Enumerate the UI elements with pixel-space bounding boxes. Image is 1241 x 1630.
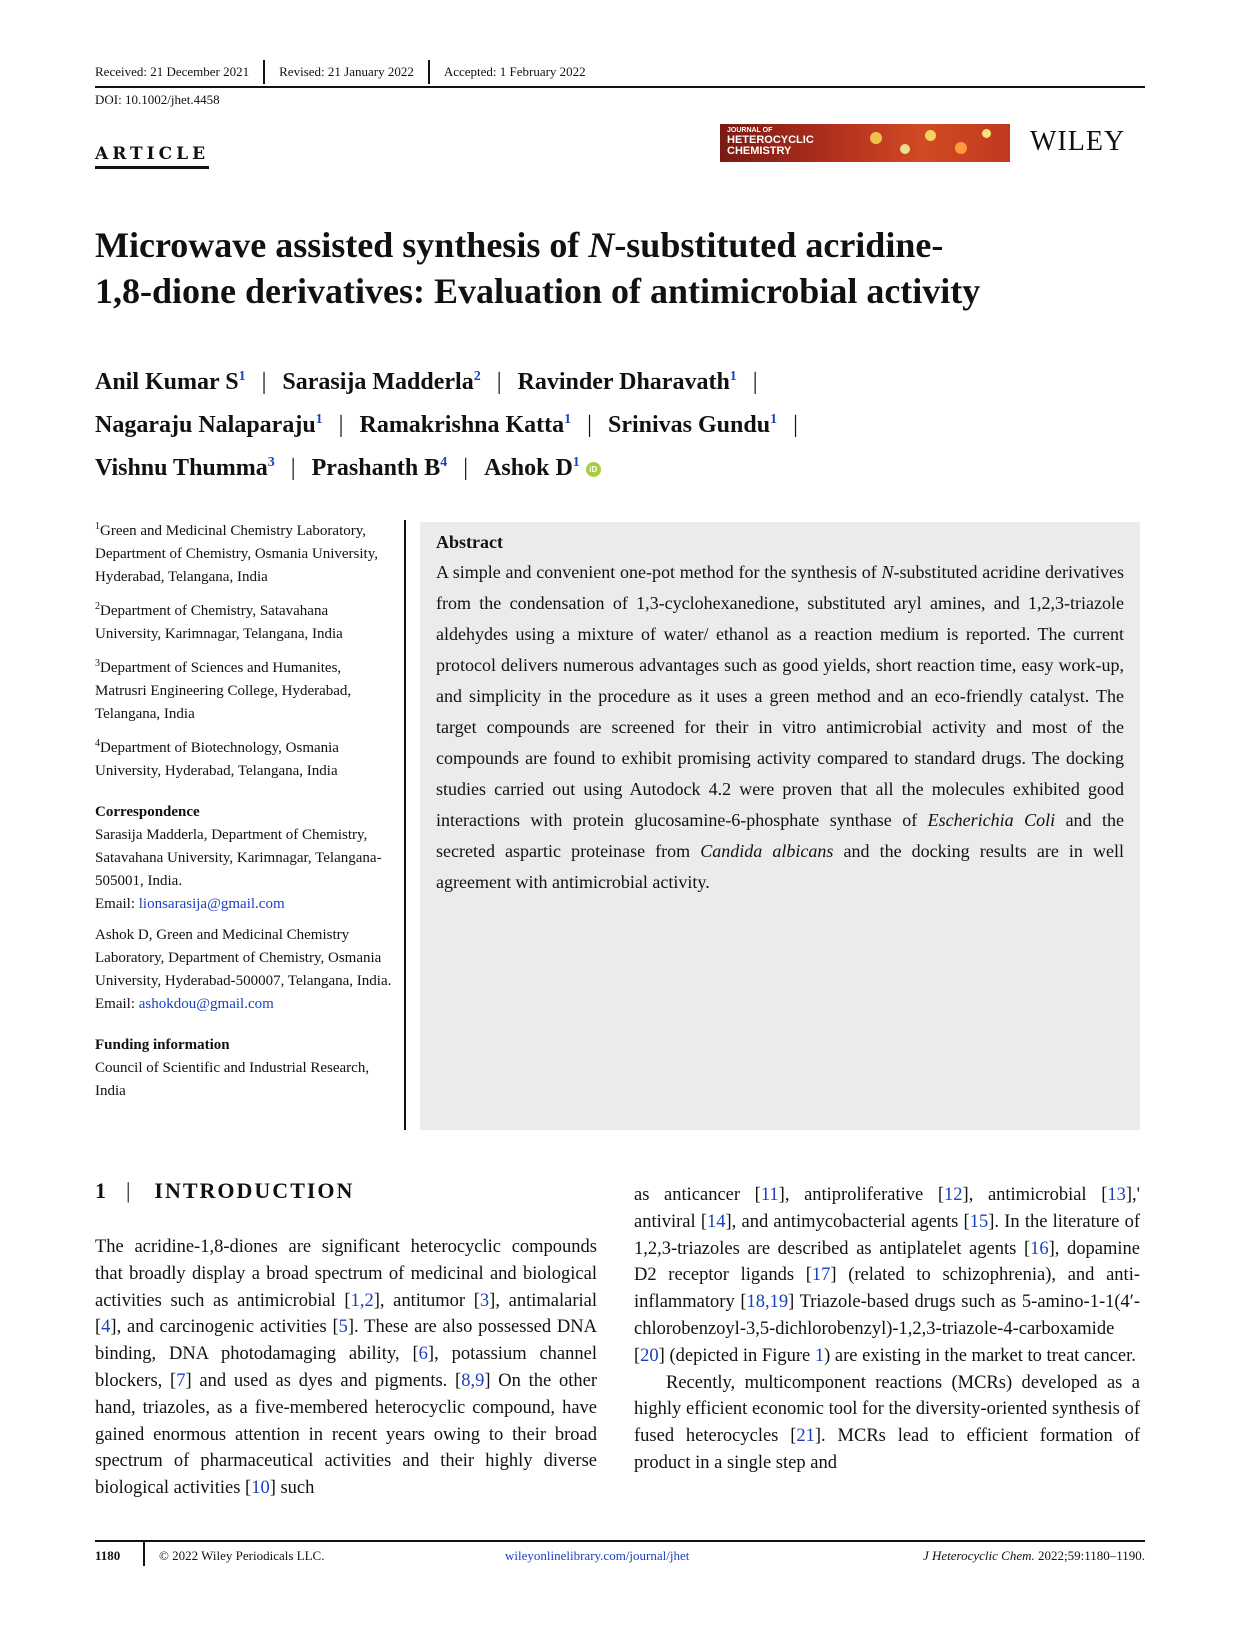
abstract-heading: Abstract (436, 532, 503, 552)
citation-link[interactable]: 8,9 (461, 1370, 485, 1391)
citation-link[interactable]: 1,2 (350, 1290, 374, 1311)
affiliation: $^3$Department of Sciences and Humanites, Matrusri Engineering College, Hyderabad, Telangana, India (95, 658, 352, 722)
citation-link[interactable]: 18,19 (746, 1292, 789, 1313)
molecule-icon (982, 129, 991, 138)
funding-text: Council of Scientific and Industrial Research, India (95, 1060, 370, 1099)
doi[interactable]: DOI: 10.1002/jhet.4458 (95, 92, 220, 107)
abstract-text: A simple and convenient one-pot method for the synthesis of N-substituted acridine derivatives from the condensation of 1,3-cyclohexanedione, substituted aryl amines, and 1,2,3-triazole aldehydes using a mixture of water/ ethanol as a reaction medium is reported. The current protocol delivers numerous advantages such as good yields, short reaction time, easy work-up, and simplicity in the procedure as it uses a green method and an eco-friendly catalyst. The target compounds are screened for their in vitro antimicrobial activity and most of the compounds are found to exhibit promising activity compared to standard drugs. The docking studies carried out using Autodock 4.2 were proven that all the molecules exhibited good interactions with protein glucosamine-6-phosphate synthase of Escherichia Coli and the secreted aspartic proteinase from Candida albicans and the docking results are in well agreement with antimicrobial activity. (436, 562, 1125, 892)
accepted-date: Accepted: 1 February 2022 (443, 64, 586, 79)
citation-link[interactable]: 13 (1107, 1185, 1126, 1205)
received-date: Received: 21 December 2021 (95, 64, 250, 79)
citation-link[interactable]: 3 (479, 1290, 490, 1311)
molecule-icon (900, 144, 910, 154)
affiliation: $^2$Department of Chemistry, Satavahana University, Karimnagar, Telangana, India (95, 601, 343, 642)
page-number: 1180 (95, 1548, 121, 1563)
author[interactable]: Ramakrishna Katta$^1$ (359, 412, 572, 438)
author[interactable]: Ashok $D^1$ (484, 455, 580, 481)
publisher-logo[interactable]: WILEY (1030, 126, 1126, 157)
author[interactable]: Vishnu Thumma$^3$ (95, 455, 275, 481)
citation: J Heterocyclic Chem. 2022;59:1180–1190. (922, 1548, 1145, 1563)
citation-link[interactable]: 10 (251, 1478, 270, 1499)
orcid-icon[interactable]: iD (586, 462, 601, 477)
journal-logo-line: JOURNAL OF (727, 127, 773, 134)
citation-link[interactable]: 15 (969, 1211, 989, 1232)
email-link[interactable]: lionsarasija@gmail.com (138, 896, 285, 912)
column-divider (404, 520, 406, 1130)
journal-logo-line: CHEMISTRY (727, 145, 792, 157)
figure-link[interactable]: 1 (814, 1345, 825, 1366)
citation-link[interactable]: 7 (176, 1370, 186, 1391)
affiliation: $^1$Green and Medicinal Chemistry Laboratory, Department of Chemistry, Osmania University, Hyderabad, Telangana, India (95, 521, 378, 585)
molecule-icon (925, 130, 936, 141)
side-column (95, 515, 395, 1103)
journal-logo[interactable] (720, 124, 1010, 162)
citation-link[interactable]: 5 (338, 1317, 348, 1338)
page-footer (95, 1540, 1145, 1566)
correspondence-entry: Ashok D, Green and Medicinal Chemistry Laboratory, Department of Chemistry, Osmania University, Hyderabad-500007, Telangana, India. Email: ashokdou@gmail.com (95, 927, 392, 1012)
author[interactable]: Ravinder Dharavath$^1$ (517, 369, 737, 395)
citation-link[interactable]: 4 (101, 1317, 111, 1338)
paragraph: Recently, multicomponent reactions (MCRs) developed as a highly efficient economic tool for the diversity-oriented synthesis of fused heterocycles [21]. MCRs lead to efficient formation of product in a single step and (634, 1372, 1140, 1473)
author-list: Anil Kumar $S^1$ | Sarasija Madderla$^2$ | Ravinder Dharavath$^1$ | Nagaraju Nalaparaju$^1$ | Ramakrishna Katta$^1$ | Srinivas Gundu$^1$ | Vishnu Thumma$^3$ | Prashanth $B^4$ | Ashok $D^1$ iD (95, 369, 798, 481)
citation-link[interactable]: 6 (418, 1344, 428, 1365)
author[interactable]: Prashanth $B^4$ (311, 455, 448, 481)
author[interactable]: Anil Kumar $S^1$ (95, 369, 246, 395)
author[interactable]: Srinivas Gundu$^1$ (607, 412, 778, 438)
citation-link[interactable]: 11 (760, 1185, 779, 1205)
paragraph: as anticancer [11], antiproliferative [12], antimicrobial [13],' antiviral [14], and antimycobacterial agents [15]. In the literature of 1,2,3-triazoles are described as antiplatelet agents [16], dopamine D2 receptor ligands [17] (related to schizophrenia), and anti-inflammatory [18,19] Triazole-based drugs such as 5-amino-1-1(4′-chlorobenzoyl-3,5-dichlorobenzyl)-1,2,3-triazole-4-carboxamide [20] (depicted in Figure 1) are existing in the market to treat cancer. (634, 1185, 1141, 1366)
citation-link[interactable]: 14 (707, 1211, 726, 1232)
article-type-label: ARTICLE (95, 144, 209, 169)
section-heading: 1 | INTRODUCTION (95, 1178, 355, 1203)
molecule-icon (955, 142, 967, 154)
citation-link[interactable]: 21 (796, 1426, 815, 1447)
email-link[interactable]: ashokdou@gmail.com (138, 996, 274, 1012)
molecule-icon (870, 132, 882, 144)
body-column-left: The acridine-1,8-diones are significant heterocyclic compounds that broadly display a broad spectrum of medicinal and biological activities such as antimicrobial [1,2], antitumor [3], antimalarial [4], and carcinogenic activities [5]. These are also possessed DNA binding, DNA photodamaging ability, [6], potassium channel blockers, [7] and used as dyes and pigments. [8,9] On the other hand, triazoles, as a five-membered heterocyclic compound, have gained enormous attention in recent years owing to their broad spectrum of pharmaceutical activities and their highly diverse biological activities [10] such (95, 1237, 598, 1499)
article-dates-bar (95, 60, 1145, 88)
author[interactable]: Sarasija Madderla$^2$ (282, 369, 481, 395)
citation-link[interactable]: 20 (640, 1345, 659, 1366)
journal-logo-text (727, 127, 814, 157)
correspondence-entry: Sarasija Madderla, Department of Chemistry, Satavahana University, Karimnagar, Telangana-505001, India. Email: lionsarasija@gmail.com (95, 827, 382, 912)
citation-link[interactable]: 16 (1030, 1238, 1049, 1259)
citation-link[interactable]: 12 (944, 1185, 963, 1205)
divider (143, 1542, 145, 1566)
journal-url-link[interactable]: wileyonlinelibrary.com/journal/jhet (505, 1548, 690, 1563)
author[interactable]: Nagaraju Nalaparaju$^1$ (95, 412, 323, 438)
abstract-box (420, 522, 1140, 1130)
copyright: © 2022 Wiley Periodicals LLC. (159, 1548, 325, 1563)
citation-link[interactable]: 17 (811, 1265, 831, 1286)
paper-title: Microwave assisted synthesis of N-substituted acridine- 1,8-dione derivatives: Evaluation of antimicrobial activity (95, 225, 981, 311)
correspondence-heading: Correspondence (95, 804, 200, 820)
funding-heading: Funding information (95, 1037, 230, 1053)
body-column-right (634, 1182, 1140, 1477)
affiliation: $^4$Department of Biotechnology, Osmania University, Hyderabad, Telangana, India (95, 738, 339, 779)
revised-date: Revised: 21 January 2022 (279, 64, 414, 79)
journal-logo-line: HETEROCYCLIC (727, 134, 814, 146)
